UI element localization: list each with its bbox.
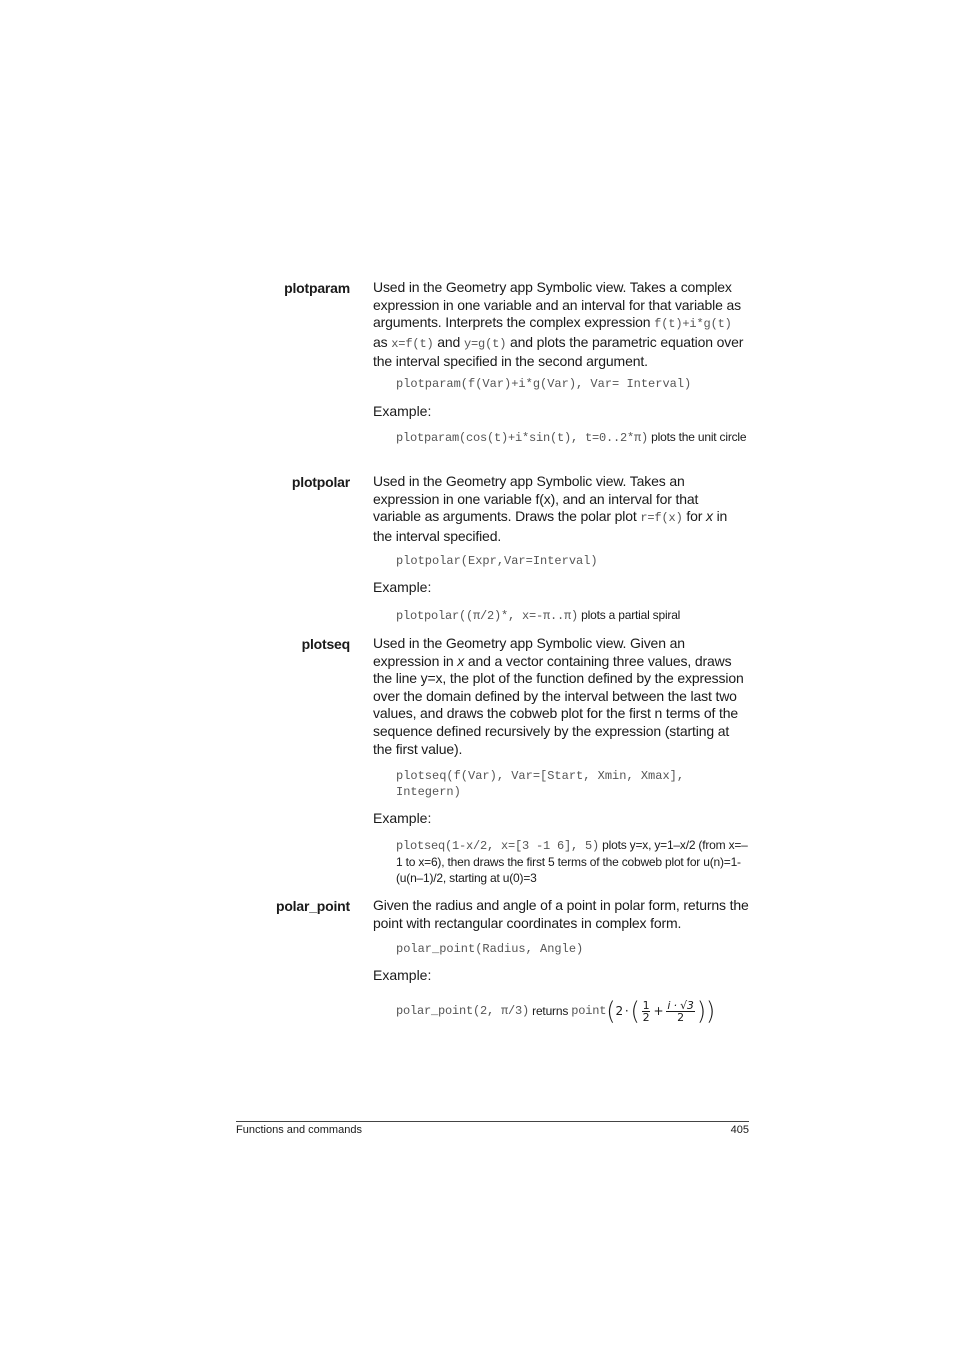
plotparam-desc-text-1: Used in the Geometry app Symbolic view. Takes a complex expression in one variable and an interval for that variable as arguments. Interprets the complex expression	[373, 279, 741, 331]
plotparam-example	[396, 429, 748, 446]
inner-close-paren: )	[696, 996, 706, 1026]
plotpolar-description	[373, 473, 749, 545]
plotparam-description	[373, 279, 749, 371]
polar-point-syntax: polar_point(Radius, Angle)	[396, 942, 584, 956]
fraction-2	[666, 1000, 694, 1023]
polar-point-example-text: returns	[529, 1004, 572, 1018]
polar-point-example-code: polar_point(2, π/3)	[396, 1004, 530, 1018]
plotseq-example-code: plotseq(1-x/2, x=[3 -1 6], 5)	[396, 839, 600, 853]
page-number: 405	[730, 1124, 749, 1136]
plotpolar-var: x	[706, 508, 713, 525]
plotseq-description	[373, 635, 749, 758]
plotpolar-example-label: Example:	[373, 579, 432, 595]
plotparam-syntax: plotparam(f(Var)+i*g(Var), Var= Interval)	[396, 377, 692, 391]
plotpolar-syntax: plotpolar(Expr,Var=Interval)	[396, 554, 598, 568]
footer-rule	[236, 1121, 749, 1122]
fraction-1	[642, 1000, 651, 1023]
term-polar-point: polar_point	[275, 898, 350, 914]
plotseq-example	[396, 837, 748, 886]
footer-section-title: Functions and commands	[236, 1124, 362, 1136]
result-coef: 2	[615, 1004, 623, 1018]
plotparam-example-text: plots the unit circle	[648, 430, 747, 444]
term-plotparam: plotparam	[284, 280, 350, 296]
open-paren: (	[606, 996, 616, 1026]
term-plotpolar: plotpolar	[291, 474, 350, 490]
plotparam-code-3: y=g(t)	[463, 336, 507, 351]
plotparam-code-1: f(t)+i*g(t)	[654, 317, 732, 332]
result-plus: +	[653, 1004, 664, 1018]
plotparam-desc-text-2: as	[373, 333, 392, 350]
term-plotseq: plotseq	[301, 636, 350, 652]
plotparam-code-2: x=f(t)	[391, 336, 434, 351]
fraction-1-denominator: 2	[642, 1010, 650, 1024]
fraction-1-numerator: 1	[642, 998, 650, 1012]
plotseq-example-text: plots y=x, y=1–x/2 (from x=–1 to x=6), then draws the first 5 terms of the cobweb plot for u(n)=1-(u(n–1)/2, starting at u(0)=3	[396, 838, 748, 885]
polar-point-result-code: point	[571, 1004, 607, 1018]
plotpolar-example-code: plotpolar((π/2)*, x=-π..π)	[396, 609, 579, 623]
inner-open-paren: (	[630, 996, 640, 1026]
plotseq-desc-text-1: Used in the Geometry app Symbolic view. Given an expression in	[373, 635, 685, 669]
plotseq-syntax: plotseq(f(Var), Var=[Start, Xmin, Xmax], Integern)	[396, 769, 692, 799]
plotpolar-code-1: r=f(x)	[640, 511, 683, 526]
plotpolar-desc-text-3: in the interval specified.	[373, 508, 728, 544]
fraction-2-numerator: i · √3	[667, 998, 694, 1012]
plotparam-example-code: plotparam(cos(t)+i*sin(t), t=0..2*π)	[396, 431, 649, 445]
polar-point-result-math	[606, 996, 716, 1026]
plotparam-desc-text-4: and plots the parametric equation over the interval specified in the second argument.	[373, 333, 744, 370]
plotpolar-example	[396, 607, 748, 624]
polar-point-example-label: Example:	[373, 967, 432, 983]
plotseq-desc-text-2: and a vector containing three values, draws the line y=x, the plot of the function defined by the expression over the domain defined by the interval between the last two values, and draws the cobweb plot for the first n terms of the sequence defined recursively by the expression (starting at the first value).	[373, 652, 744, 757]
fraction-2-denominator: 2	[677, 1010, 684, 1024]
plotparam-desc-text-3: and	[433, 333, 464, 350]
plotparam-example-label: Example:	[373, 403, 432, 419]
plotseq-var: x	[457, 652, 465, 669]
polar-point-example	[396, 996, 748, 1026]
polar-point-description: Given the radius and angle of a point in polar form, returns the point with rectangular coordinates in complex form.	[373, 897, 749, 931]
plotpolar-example-text: plots a partial spiral	[578, 608, 681, 622]
plotseq-example-label: Example:	[373, 810, 432, 826]
close-paren: )	[705, 996, 716, 1026]
plotpolar-desc-text-1: Used in the Geometry app Symbolic view. Takes an expression in one variable f(x), and an interval for that variable as arguments. Draws the polar plot	[373, 473, 699, 525]
plotpolar-desc-text-2: for	[682, 508, 706, 525]
result-dot: ·	[624, 1004, 629, 1018]
